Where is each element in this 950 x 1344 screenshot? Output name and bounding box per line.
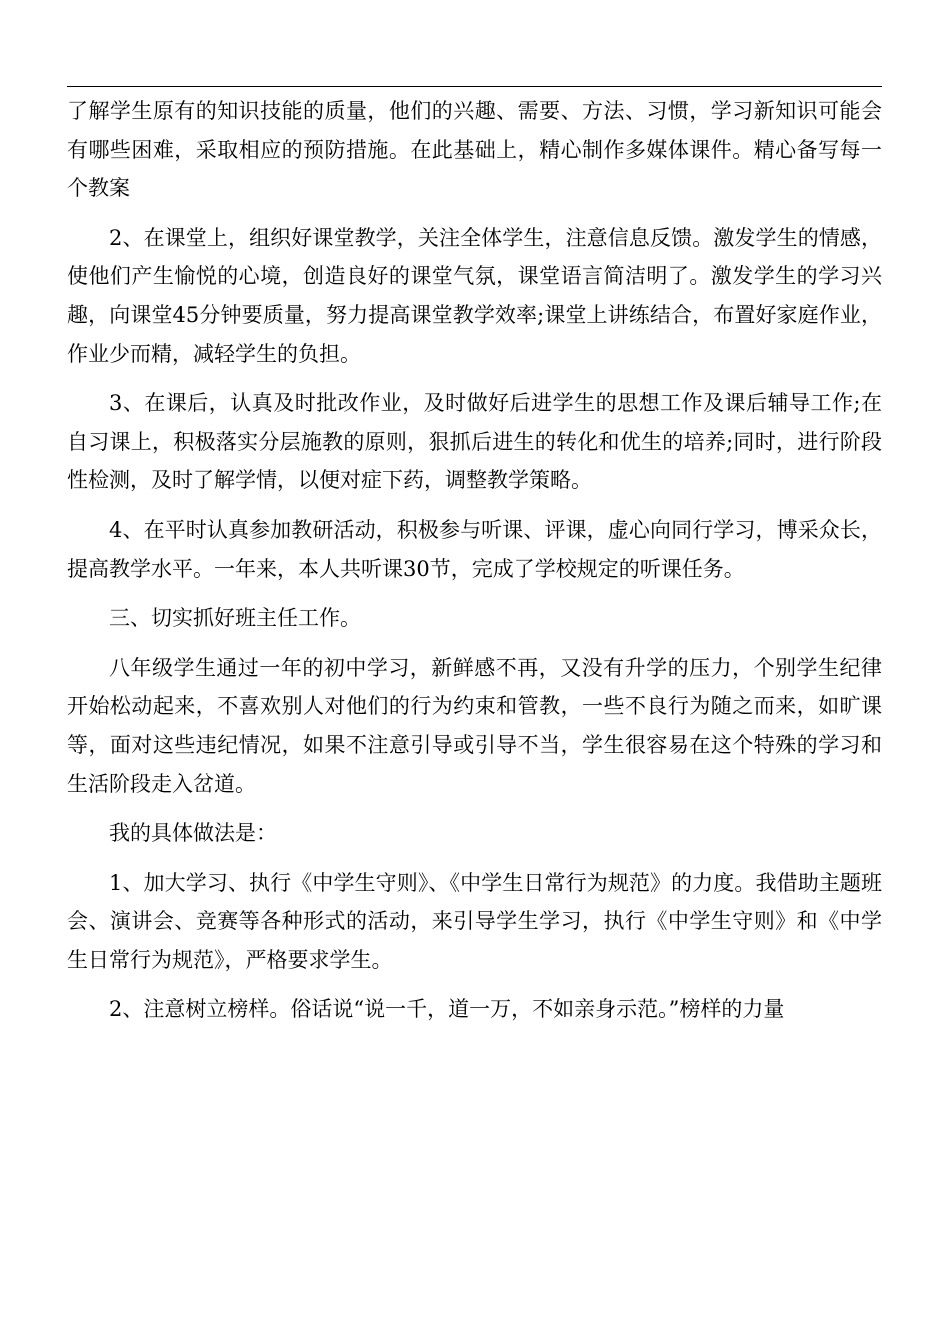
paragraph-teaching-research: 4、在平时认真参加教研活动，积极参与听课、评课，虚心向同行学习，博采众长，提高教学水平。一年来，本人共听课30节，完成了学校规定的听课任务。 bbox=[67, 517, 882, 581]
paragraph-continuation: 了解学生原有的知识技能的质量，他们的兴趣、需要、方法、习惯，学习新知识可能会有哪些困难，采取相应的预防措施。在此基础上，精心制作多媒体课件。精心备写每一个教案 bbox=[67, 99, 882, 201]
paragraph-grade-eight: 八年级学生通过一年的初中学习，新鲜感不再，又没有升学的压力，个别学生纪律开始松动起来，不喜欢别人对他们的行为约束和管教，一些不良行为随之而来，如旷课等，面对这些违纪情况，如果不注意引导或引导不当，学生很容易在这个特殊的学习和生活阶段走入岔道。 bbox=[67, 655, 882, 796]
paragraph-rules: 1、加大学习、执行《中学生守则》、《中学生日常行为规范》的力度。我借助主题班会、演讲会、竞赛等各种形式的活动，来引导学生学习，执行《中学生守则》和《中学生日常行为规范》，严格要求学生。 bbox=[67, 870, 882, 972]
document-body bbox=[67, 92, 882, 1040]
paragraph-role-model: 2、注意树立榜样。俗话说“说一千，道一万，不如亲身示范。”榜样的力量 bbox=[109, 997, 785, 1022]
header-rule bbox=[67, 86, 882, 87]
section-heading-class-teacher: 三、切实抓好班主任工作。 bbox=[109, 606, 361, 631]
paragraph-methods-intro: 我的具体做法是： bbox=[109, 821, 277, 846]
paragraph-classroom: 2、在课堂上，组织好课堂教学，关注全体学生，注意信息反馈。激发学生的情感，使他们产生愉悦的心境，创造良好的课堂气氛，课堂语言简洁明了。激发学生的学习兴趣，向课堂45分钟要质量，努力提高课堂教学效率;课堂上讲练结合，布置好家庭作业，作业少而精，减轻学生的负担。 bbox=[67, 225, 882, 366]
paragraph-after-class: 3、在课后，认真及时批改作业，及时做好后进学生的思想工作及课后辅导工作;在自习课上，积极落实分层施教的原则，狠抓后进生的转化和优生的培养;同时，进行阶段性检测，及时了解学情，以便对症下药，调整教学策略。 bbox=[67, 391, 882, 493]
